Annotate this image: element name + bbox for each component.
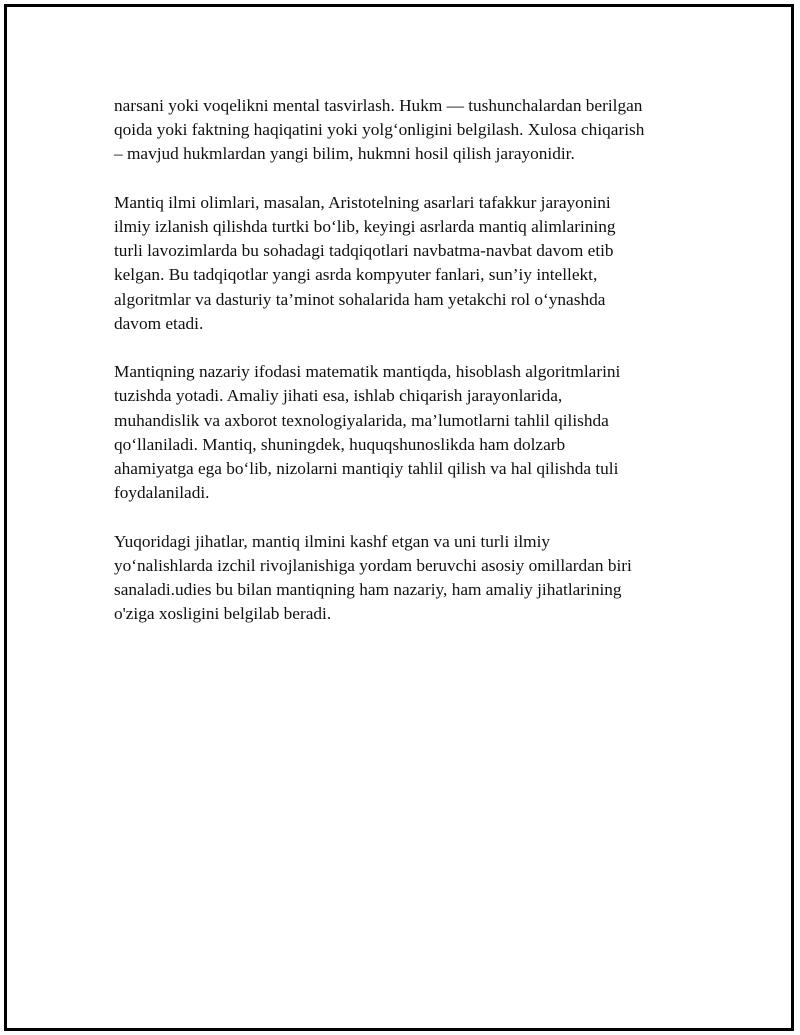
paragraph-definitions: narsani yoki voqelikni mental tasvirlash. Hukm — tushunchalardan berilgan qoida yoki faktning haqiqatini yoki yolg‘onligini belgilash. Xulosa chiqarish – mavjud hukmlardan yangi bilim, hukmni hosil qilish jarayonidir. (114, 96, 645, 164)
paragraph-conclusion: Yuqoridagi jihatlar, mantiq ilmini kashf etgan va uni turli ilmiy yo‘nalishlarda izchil rivojlanishiga yordam beruvchi asosiy omillardan biri sanaladi.udies bu bilan mantiqning ham nazariy, ham amaliy jihatlarining o'ziga xosligini belgilab beradi. (114, 531, 632, 624)
paragraph-applications: Mantiqning nazariy ifodasi matematik mantiqda, hisoblash algoritmlarini tuzishda yotadi. Amaliy jihati esa, ishlab chiqarish jarayonlarida, muhandislik va axborot texnologiyalarida, ma’lumotlarni tahlil qilishda qo‘llaniladi. Mantiq, shuningdek, huquqshunoslikda ham dolzarb ahamiyatga ega bo‘lib, nizolarni mantiqiy tahlil qilish va hal qilishda tuli foydalaniladi. (114, 362, 621, 503)
document-body (114, 94, 674, 651)
paragraph-history: Mantiq ilmi olimlari, masalan, Aristotelning asarlari tafakkur jarayonini ilmiy izlanish qilishda turtki bo‘lib, keyingi asrlarda mantiq alimlarining turli lavozimlarda bu sohadagi tadqiqotlari navbatma-navbat davom etib kelgan. Bu tadqiqotlar yangi asrda kompyuter fanlari, sun’iy intellekt, algoritmlar va dasturiy ta’minot sohalarida ham yetakchi rol o‘ynashda davom etadi. (114, 192, 616, 333)
